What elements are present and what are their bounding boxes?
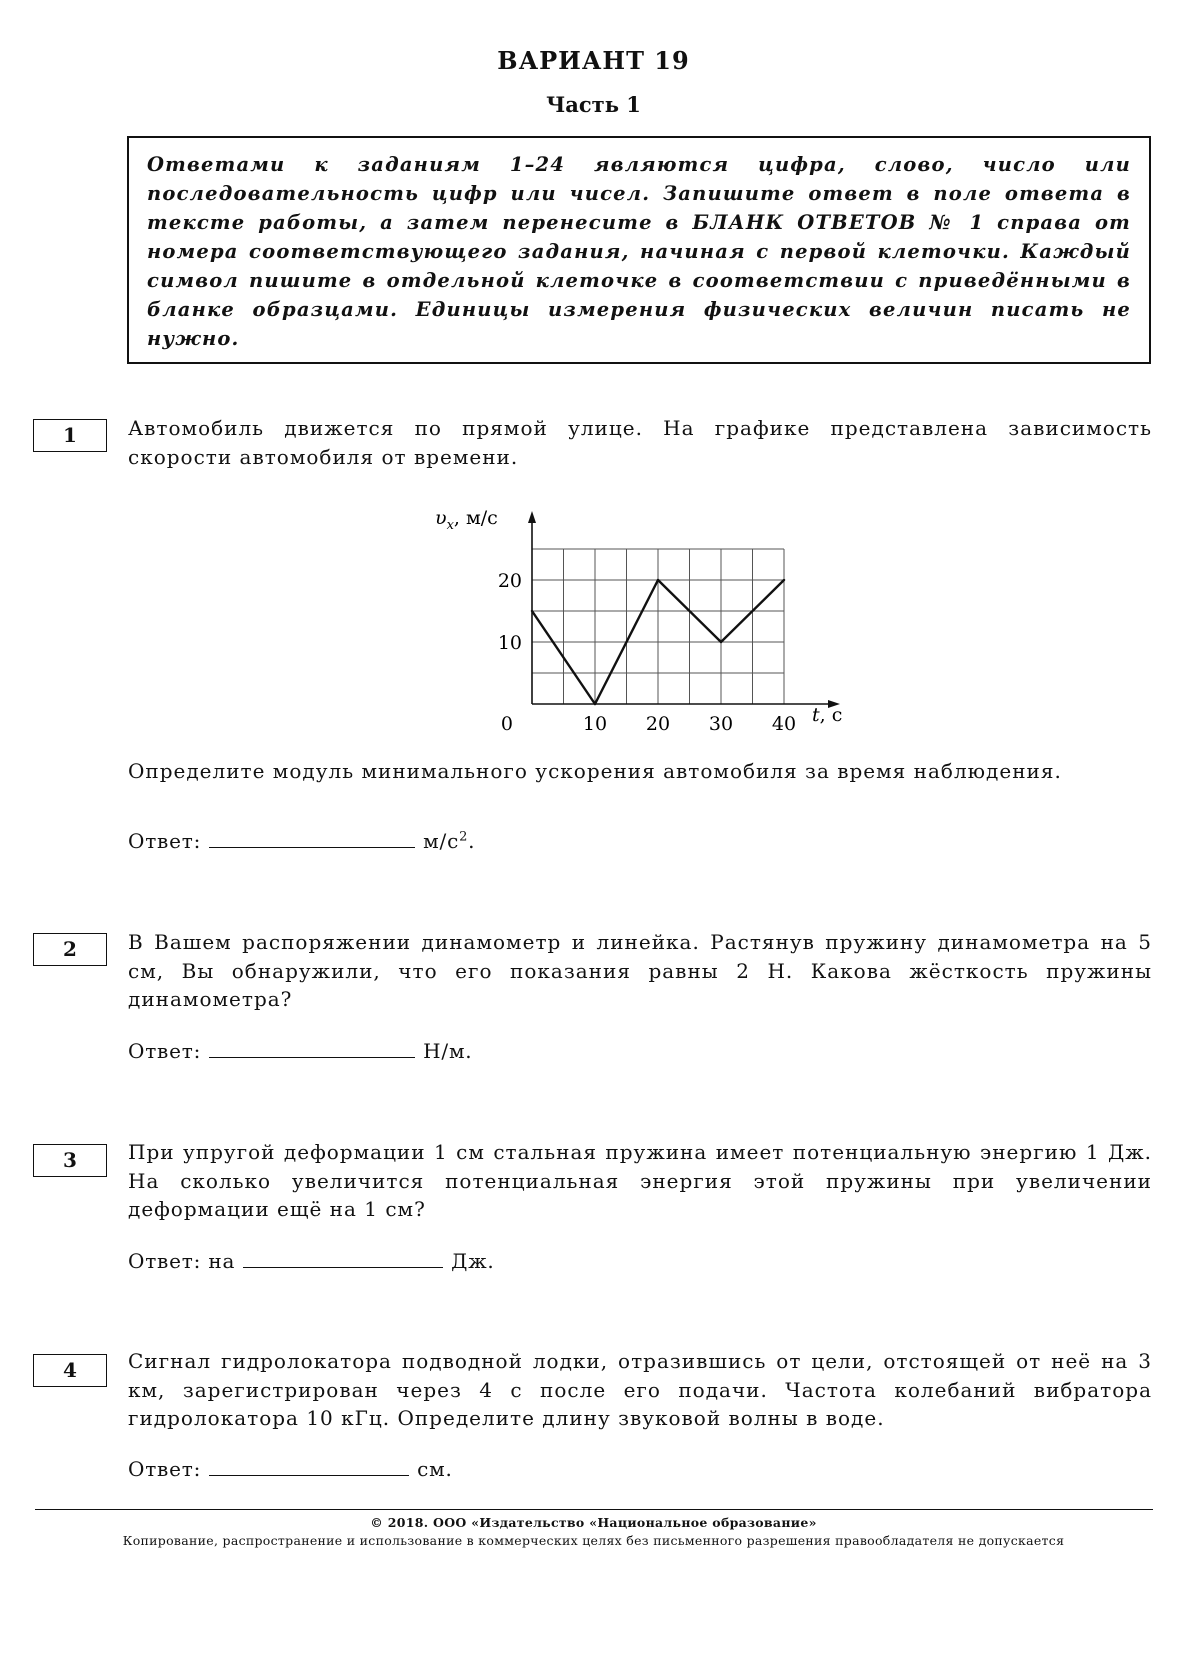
y-axis-arrow bbox=[528, 511, 536, 523]
question-4-text: Сигнал гидролокатора подводной лодки, отразившись от цели, отстоящей от неё на 3 км, зарегистрирован через 4 с после его подачи. Частота колебаний вибратора гидролокатора 10 кГц. Определите длину звуковой волны в воде. bbox=[128, 1349, 1152, 1430]
answer-unit: Дж. bbox=[451, 1249, 495, 1273]
x-tick-label: 20 bbox=[645, 713, 671, 735]
chart-axes bbox=[528, 511, 840, 708]
x-tick-label: 10 bbox=[582, 713, 608, 735]
chart-xlabel: t, с bbox=[812, 704, 843, 726]
x-tick-label: 30 bbox=[708, 713, 734, 735]
answer-unit-power: 2 bbox=[459, 829, 469, 845]
answer-unit: см. bbox=[417, 1457, 453, 1481]
answer-label: Ответ: bbox=[128, 829, 202, 853]
chart-origin-label: 0 bbox=[500, 713, 513, 735]
question-number-2: 2 bbox=[33, 933, 107, 966]
answer-unit: Н/м. bbox=[423, 1039, 473, 1063]
answer-unit: м/с bbox=[423, 829, 460, 853]
chart-grid bbox=[532, 549, 784, 704]
question-number-4: 4 bbox=[33, 1354, 107, 1387]
velocity-time-chart bbox=[400, 498, 860, 738]
answer-line-3 bbox=[128, 1247, 495, 1273]
question-1-text: Автомобиль движется по прямой улице. На графике представлена зависимость скорости автомобиля от времени. bbox=[128, 416, 1152, 469]
y-tick-label: 10 bbox=[497, 632, 522, 654]
question-3-text: При упругой деформации 1 см стальная пружина имеет потенциальную энергию 1 Дж. На сколько увеличится потенциальная энергия этой пружины при увеличении деформации ещё на 1 см? bbox=[128, 1140, 1152, 1221]
answer-label: Ответ: bbox=[128, 1039, 202, 1063]
answer-line-2 bbox=[128, 1037, 472, 1063]
answer-field-4[interactable] bbox=[209, 1455, 409, 1476]
answer-line-4 bbox=[128, 1455, 453, 1481]
part-title: Часть 1 bbox=[546, 92, 641, 117]
answer-field-3[interactable] bbox=[243, 1247, 443, 1268]
question-number-1: 1 bbox=[33, 419, 107, 452]
variant-title: ВАРИАНТ 19 bbox=[497, 46, 690, 75]
answer-label: Ответ: bbox=[128, 1457, 202, 1481]
x-tick-label: 40 bbox=[771, 713, 797, 735]
instructions-box: Ответами к заданиям 1–24 являются цифра, слово, число или последовательность цифр или чисел. Запишите ответ в поле ответа в тексте работы, а затем перенесите в БЛАНК ОТВЕТОВ № 1 справа от номера соответствующего задания, начиная с первой клеточки. Каждый символ пишите в отдельной клеточке в соответствии с приведёнными в бланке образцами. Единицы измерения физических величин писать не нужно. bbox=[127, 136, 1151, 364]
chart-ylabel: $\upsilon_x$, м/с bbox=[435, 507, 498, 533]
footer-divider bbox=[35, 1509, 1153, 1510]
chart-ticks bbox=[498, 570, 796, 735]
answer-line-1 bbox=[128, 827, 475, 853]
question-2-text: В Вашем распоряжении динамометр и линейка. Растянув пружину динамометра на 5 см, Вы обнаружили, что его показания равны 2 Н. Какова жёсткость пружины динамометра? bbox=[128, 930, 1152, 1011]
answer-unit-dot: . bbox=[468, 829, 476, 853]
answer-field-2[interactable] bbox=[209, 1037, 415, 1058]
answer-label: Ответ: на bbox=[128, 1249, 236, 1273]
footer-notice: Копирование, распространение и использование в коммерческих целях без письменного разрешения правообладателя не допускается bbox=[122, 1533, 1065, 1548]
footer-copyright: © 2018. ООО «Издательство «Национальное образование» bbox=[370, 1515, 817, 1530]
answer-field-1[interactable] bbox=[209, 827, 415, 848]
question-number-3: 3 bbox=[33, 1144, 107, 1177]
question-1-task: Определите модуль минимального ускорения автомобиля за время наблюдения. bbox=[128, 759, 1062, 783]
y-tick-label: 20 bbox=[497, 570, 522, 592]
